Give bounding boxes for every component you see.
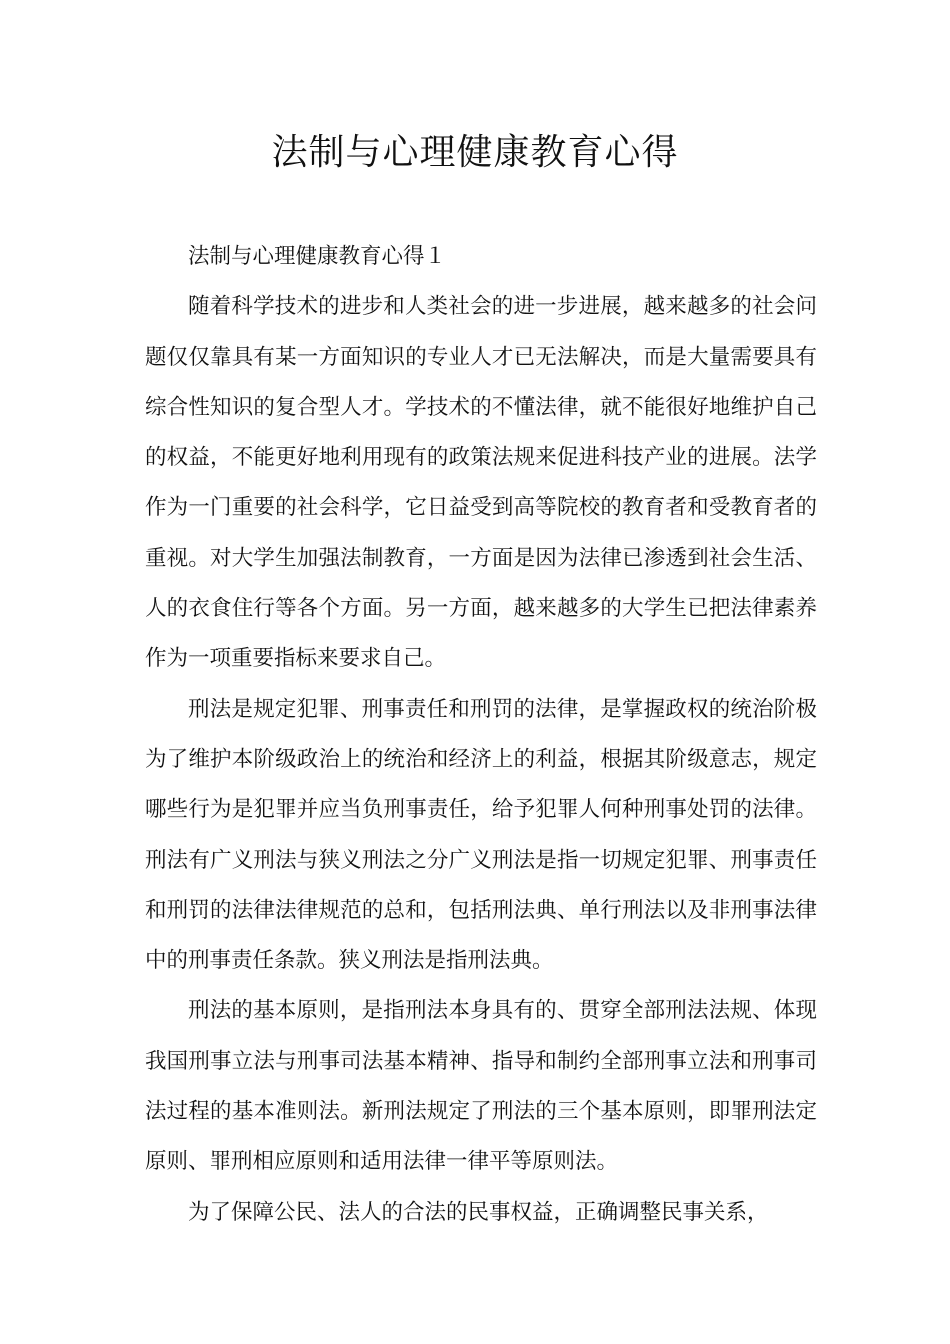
document-body	[145, 232, 817, 1238]
paragraph-4: 为了保障公民、法人的合法的民事权益，正确调整民事关系，	[188, 1199, 769, 1225]
section-heading: 法制与心理健康教育心得１	[188, 244, 447, 269]
paragraph-3: 刑法的基本原则，是指刑法本身具有的、贯穿全部刑法法规、体现我国刑事立法与刑事司法基本精神、指导和制约全部刑事立法和刑事司法过程的基本准则法。新刑法规定了刑法的三个基本原则，即罪刑法定原则、罪刑相应原则和适用法律一律平等原则法。	[145, 998, 817, 1175]
paragraph-2: 刑法是规定犯罪、刑事责任和刑罚的法律，是掌握政权的统治阶极为了维护本阶级政治上的统治和经济上的利益，根据其阶级意志，规定哪些行为是犯罪并应当负刑事责任，给予犯罪人何种刑事处罚的法律。刑法有广义刑法与狭义刑法之分广义刑法是指一切规定犯罪、刑事责任和刑罚的法律法律规范的总和，包括刑法典、单行刑法以及非刑事法律中的刑事责任条款。狭义刑法是指刑法典。	[145, 696, 817, 974]
document-title: 法制与心理健康教育心得	[271, 132, 679, 173]
paragraph-1: 随着科学技术的进步和人类社会的进一步进展，越来越多的社会问题仅仅靠具有某一方面知识的专业人才已无法解决，而是大量需要具有综合性知识的复合型人才。学技术的不懂法律，就不能很好地维护自己的权益，不能更好地利用现有的政策法规来促进科技产业的进展。法学作为一门重要的社会科学，它日益受到高等院校的教育者和受教育者的重视。对大学生加强法制教育，一方面是因为法律已渗透到社会生活、人的衣食住行等各个方面。另一方面，越来越多的大学生已把法律素养作为一项重要指标来要求自己。	[145, 294, 817, 672]
